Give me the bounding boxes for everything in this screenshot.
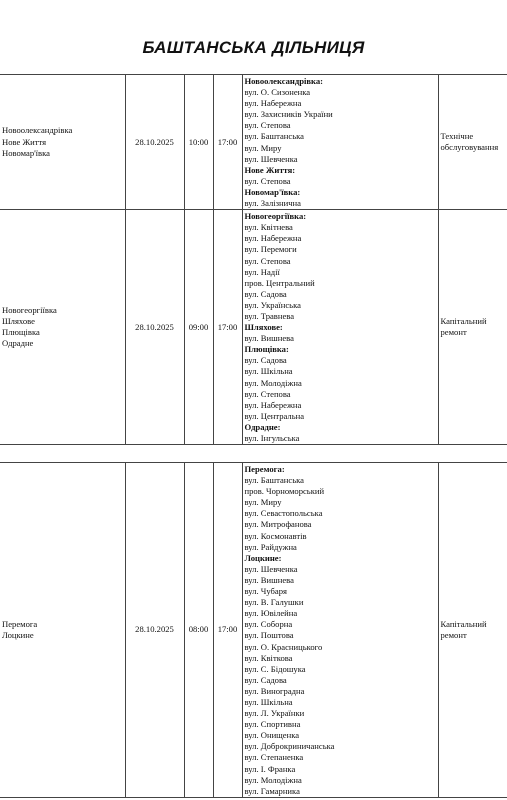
street-item: вул. Надії	[244, 266, 280, 277]
street-item: пров. Чорноморський	[244, 486, 325, 497]
street-item: вул. Інгульська	[244, 433, 300, 443]
street-item: вул. О. Сизоненка	[244, 87, 311, 98]
village-name: Новоолександрівка	[2, 125, 73, 136]
settlement-heading: Новоолександрівка:	[244, 76, 324, 86]
start-time-cell: 10:00	[184, 75, 213, 210]
street-item: вул. Поштова	[244, 630, 294, 641]
street-item: вул. Вишнева	[244, 574, 294, 585]
street-item: вул. Чубаря	[244, 586, 287, 597]
street-item: вул. Перемоги	[244, 244, 297, 255]
end-time-cell: 17:00	[213, 75, 242, 210]
schedule-table	[0, 74, 507, 445]
settlement-heading: Перемога:	[244, 464, 285, 474]
street-item: вул. Квітнева	[244, 222, 293, 233]
start-time-cell: 09:00	[184, 210, 213, 445]
street-item: вул. Виноградна	[244, 685, 305, 696]
street-item: вул. Степова	[244, 175, 291, 186]
streets-cell	[242, 463, 438, 798]
date-cell: 28.10.2025	[125, 210, 184, 445]
street-item: вул. Соборна	[244, 619, 293, 630]
street-item: вул. Набережна	[244, 98, 302, 109]
street-item: вул. Садова	[244, 288, 287, 299]
street-item: вул. Онищенка	[244, 730, 300, 741]
table-row	[0, 463, 507, 798]
street-item: вул. Л. Українки	[244, 708, 305, 719]
street-item: вул. І. Франка	[244, 763, 296, 774]
streets-cell	[242, 75, 438, 210]
street-item: вул. Центральна	[244, 410, 305, 421]
village-name: Новомар'ївка	[2, 147, 50, 158]
street-item: вул. Садова	[244, 674, 287, 685]
date-cell: 28.10.2025	[125, 75, 184, 210]
street-item: вул. Шевченка	[244, 563, 298, 574]
settlement-heading: Плющівка:	[244, 344, 289, 355]
work-type-cell: Капітальний ремонт	[438, 463, 507, 798]
street-item: вул. Баштанська	[244, 131, 305, 142]
streets-cell	[242, 210, 438, 445]
settlement-heading: Одрадне:	[244, 421, 281, 432]
street-item: вул. Ювілейна	[244, 608, 298, 619]
village-name: Плющівка	[2, 327, 40, 338]
village-name: Нове Життя	[2, 136, 47, 147]
villages-cell	[0, 463, 125, 798]
street-item: вул. Набережна	[244, 399, 302, 410]
work-type-cell: Капітальний ремонт	[438, 210, 507, 445]
street-item: вул. Гамарника	[244, 785, 300, 796]
table-row	[0, 75, 507, 210]
settlement-heading: Лоцкине:	[244, 552, 282, 563]
street-item: вул. Шкільна	[244, 696, 293, 707]
street-item: вул. Захисників України	[244, 109, 333, 120]
villages-cell	[0, 75, 125, 210]
table-row	[0, 210, 507, 445]
street-item: вул. Набережна	[244, 233, 302, 244]
street-item: вул. Доброкриничанська	[244, 741, 335, 752]
street-item: вул. Садова	[244, 355, 287, 366]
village-name: Новогеоргіївка	[2, 304, 57, 315]
street-item: вул. Миру	[244, 497, 282, 508]
street-item: вул. Спортивна	[244, 719, 301, 730]
street-item: вул. Степова	[244, 120, 291, 131]
work-type-cell: Технічне обслуговування	[438, 75, 507, 210]
street-item: пров. Центральний	[244, 277, 315, 288]
street-item: вул. В. Галушки	[244, 597, 304, 608]
street-item: вул. Степаненка	[244, 752, 304, 763]
village-name: Одрадне	[2, 338, 34, 349]
settlement-heading: Нове Життя:	[244, 164, 296, 175]
street-item: вул. Митрофанова	[244, 519, 312, 530]
street-item: вул. Степова	[244, 255, 291, 266]
page-title: БАШТАНСЬКА ДІЛЬНИЦЯ	[142, 38, 365, 57]
street-item: вул. Райдужна	[244, 541, 297, 552]
street-item: вул. Молодіжна	[244, 377, 302, 388]
street-item: вул. Миру	[244, 142, 282, 153]
end-time-cell: 17:00	[213, 463, 242, 798]
street-item: вул. Вишнева	[244, 333, 294, 344]
street-item: вул. С. Бідошука	[244, 663, 306, 674]
village-name: Перемога	[2, 618, 38, 629]
end-time-cell: 17:00	[213, 210, 242, 445]
street-item: вул. Космонавтів	[244, 530, 307, 541]
schedule-table-continued	[0, 462, 507, 798]
street-item: вул. Степова	[244, 388, 291, 399]
street-item: вул. Травнева	[244, 310, 295, 321]
street-item: вул. Шевченка	[244, 153, 298, 164]
village-name: Лоцкине	[2, 629, 34, 640]
street-item: вул. Баштанська	[244, 475, 305, 486]
street-item: вул. Залізнична	[244, 198, 301, 209]
start-time-cell: 08:00	[184, 463, 213, 798]
street-item: вул. Українська	[244, 299, 301, 310]
street-item: вул. Молодіжна	[244, 774, 302, 785]
village-name: Шляхове	[2, 316, 35, 327]
street-item: вул. Квіткова	[244, 652, 293, 663]
street-item: вул. Севастопольська	[244, 508, 323, 519]
settlement-heading: Новогеоргіївка:	[244, 211, 307, 222]
street-item: вул. Шкільна	[244, 366, 293, 377]
settlement-heading: Шляхове:	[244, 322, 283, 333]
date-cell: 28.10.2025	[125, 463, 184, 798]
settlement-heading: Новомар'ївка:	[244, 186, 301, 197]
street-item: вул. О. Красницького	[244, 641, 323, 652]
villages-cell	[0, 210, 125, 445]
